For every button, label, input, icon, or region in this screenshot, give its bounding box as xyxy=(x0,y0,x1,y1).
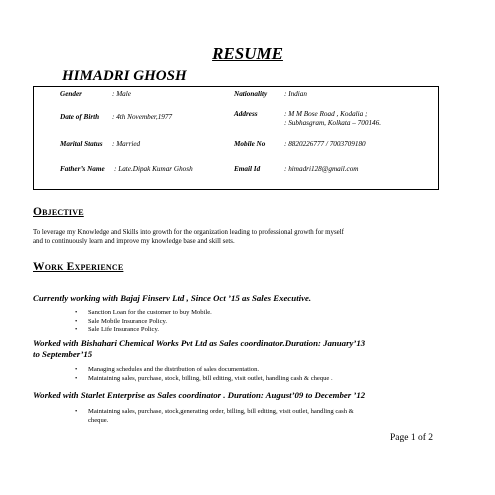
mobile-row xyxy=(234,140,366,149)
dob-row xyxy=(60,113,172,122)
dob-label: Date of Birth xyxy=(60,113,100,121)
bullet-icon: • xyxy=(75,408,78,415)
personal-info-box xyxy=(33,86,439,190)
address-value xyxy=(284,110,381,128)
bullet-icon: • xyxy=(75,374,78,382)
list-item: • Sale Mobile Insurance Policy. xyxy=(75,317,168,325)
marital-value: : Married xyxy=(112,140,141,148)
address-line-1: : M M Bose Road , Kodalia ; xyxy=(284,110,368,118)
job-2-bullets xyxy=(75,366,333,383)
work-experience-heading: Work Experience xyxy=(33,261,124,273)
job-2-title-line-2: to September’15 xyxy=(33,349,93,359)
candidate-name: HIMADRI GHOSH xyxy=(62,68,187,84)
bullet-icon: • xyxy=(75,326,78,334)
dob-value: : 4th November,1977 xyxy=(112,113,173,121)
job-3-bullets xyxy=(75,408,354,425)
objective-text xyxy=(33,229,441,246)
bullet-icon: • xyxy=(75,309,78,316)
resume-title: RESUME xyxy=(212,44,283,63)
marital-row xyxy=(60,140,140,149)
objective-heading: Objective xyxy=(33,206,84,218)
list-item: • Sanction Loan for the customer to buy Mobile. xyxy=(75,309,212,316)
bullet-icon: • xyxy=(75,366,78,373)
address-line-2: : Subhasgram, Kolkata – 700146. xyxy=(284,119,382,127)
father-value: : Late.Dipak Kumar Ghosh xyxy=(114,165,193,173)
job-3-title: Worked with Starlet Enterprise as Sales coordinator . Duration: August’09 to December ’12 xyxy=(33,390,366,400)
gender-row xyxy=(60,90,131,99)
nationality-value: : Indian xyxy=(284,90,307,98)
address-label: Address xyxy=(234,110,258,118)
gender-value: : Male xyxy=(112,90,131,98)
email-label: Email Id xyxy=(234,165,261,173)
father-label: Father’s Name xyxy=(60,165,105,173)
gender-label: Gender xyxy=(60,90,82,98)
objective-line-1: To leverage my Knowledge and Skills into growth for the organization leading to professional growth for myself xyxy=(33,229,344,236)
marital-label: Marital Status xyxy=(60,140,103,148)
job-2-title-line-1: Worked with Bishahari Chemical Works Pvt Ltd as Sales coordinator.Duration: January’13 xyxy=(33,338,366,348)
mobile-value: : 8820226777 / 7003709180 xyxy=(284,140,366,148)
list-item: • Maintaining sales, purchase, stock, billing, bill editing, visit outlet, handling cash & cheque . xyxy=(75,374,333,382)
list-item: • Managing schedules and the distribution of sales documentation. xyxy=(75,366,260,373)
page-number: Page 1 of 2 xyxy=(389,433,433,443)
job-1-bullets xyxy=(75,309,212,335)
nationality-row xyxy=(234,90,307,99)
list-item: • Maintaining sales, purchase, stock,generating order, billing, bill editing, visit outlet, handling cash & cheque. xyxy=(75,408,354,424)
job-2-title xyxy=(33,338,453,360)
father-row xyxy=(60,165,193,174)
objective-line-2: and to continuously learn and improve my knowledge base and skill sets. xyxy=(33,237,235,245)
nationality-label: Nationality xyxy=(234,90,268,98)
email-value: : himadri128@gmail.com xyxy=(284,165,359,173)
email-row xyxy=(234,165,359,174)
mobile-label: Mobile No xyxy=(234,140,266,148)
list-item: • Sale Life Insurance Policy. xyxy=(75,326,159,334)
bullet-icon: • xyxy=(75,317,78,325)
job-1-title: Currently working with Bajaj Finserv Ltd , Since Oct ’15 as Sales Executive. xyxy=(33,293,312,303)
address-row xyxy=(234,110,381,128)
